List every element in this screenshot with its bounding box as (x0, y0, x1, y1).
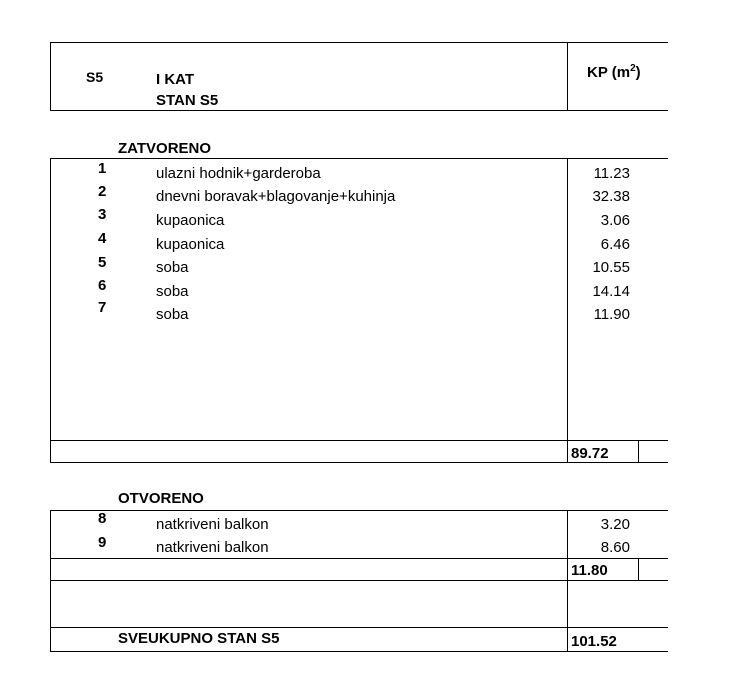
grand-total-top-border (50, 627, 668, 628)
grand-total-bottom-border (50, 651, 668, 652)
floor-label: I KAT (156, 71, 195, 88)
room-area: 11.90 (593, 306, 630, 323)
closed-total: 89.72 (571, 445, 609, 462)
closed-total-top-border (50, 440, 668, 441)
room-name: kupaonica (156, 212, 225, 229)
room-area: 3.06 (600, 212, 630, 229)
closed-total-right-border (638, 440, 639, 462)
room-area: 11.23 (593, 165, 630, 182)
room-area: 8.60 (600, 539, 630, 556)
open-section-title: OTVORENO (118, 490, 204, 507)
header-top-border (50, 42, 668, 43)
open-total-bottom-border (50, 580, 668, 581)
room-name: ulazni hodnik+garderoba (156, 165, 321, 182)
unit-label: STAN S5 (156, 92, 219, 109)
row-number: 2 (98, 183, 107, 200)
open-total: 11.80 (571, 562, 608, 579)
header-left-border (50, 42, 51, 111)
room-name: dnevni boravak+blagovanje+kuhinja (156, 188, 396, 205)
header-bottom-border (50, 110, 668, 111)
room-name: soba (156, 259, 189, 276)
room-area: 6.46 (600, 236, 630, 253)
grand-total-value: 101.52 (571, 633, 617, 650)
room-area: 10.55 (592, 259, 630, 276)
open-total-top-border (50, 558, 668, 559)
row-number: 1 (98, 160, 107, 177)
room-name: soba (156, 306, 189, 323)
closed-section-title: ZATVORENO (118, 140, 212, 157)
room-name: soba (156, 283, 189, 300)
open-left-border (50, 510, 51, 652)
grand-total-label: SVEUKUPNO STAN S5 (118, 630, 280, 647)
room-name: natkriveni balkon (156, 539, 269, 556)
room-name: kupaonica (156, 236, 225, 253)
row-number: 8 (98, 510, 107, 527)
row-number: 5 (98, 254, 107, 271)
closed-top-border (50, 158, 668, 159)
room-name: natkriveni balkon (156, 516, 269, 533)
row-number: 4 (98, 230, 107, 247)
open-top-border (50, 510, 668, 511)
room-area: 32.38 (592, 188, 630, 205)
header-divider (567, 42, 568, 111)
area-column-header: KP $(m^2)$ (587, 63, 641, 81)
row-number: 9 (98, 534, 107, 551)
room-area: 3.20 (600, 516, 630, 533)
closed-left-border (50, 158, 51, 462)
unit-code: S5 (86, 69, 104, 85)
row-number: 3 (98, 206, 107, 223)
room-area: 14.14 (592, 283, 630, 300)
row-number: 7 (98, 299, 107, 316)
open-total-right-border (638, 558, 639, 580)
row-number: 6 (98, 277, 107, 294)
